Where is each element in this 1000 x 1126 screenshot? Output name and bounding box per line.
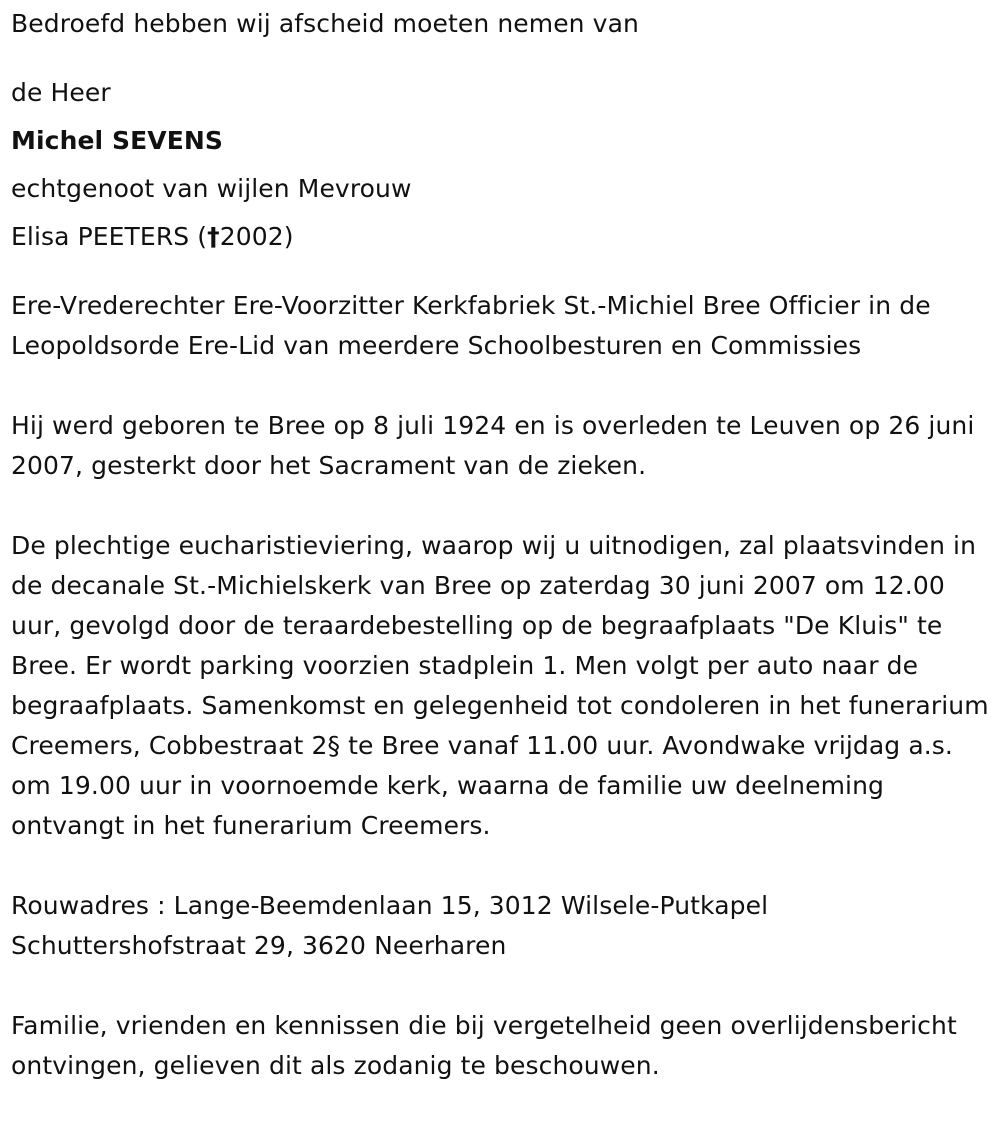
closing-text: Familie, vrienden en kennissen die bij vergetelheid geen overlijdensbericht ontvingen, gelieven dit als zodanig te beschouwen.	[11, 1011, 957, 1080]
intro-text: Bedroefd hebben wij afscheid moeten nemen van	[11, 9, 639, 38]
deceased-name: Michel SEVENS	[11, 126, 224, 155]
honorary-titles: Ere-Vrederechter Ere-Voorzitter Kerkfabriek St.-Michiel Bree Officier in de Leopoldsorde Ere-Lid van meerdere Schoolbesturen en Commissies	[11, 291, 931, 360]
spouse-line: echtgenoot van wijlen Mevrouw	[11, 174, 412, 203]
spacer	[11, 486, 1000, 526]
spacer	[11, 44, 1000, 69]
mourning-address-line2: Schuttershofstraat 29, 3620 Neerharen	[11, 931, 507, 960]
spacer	[11, 261, 1000, 286]
cross-icon: †	[207, 222, 220, 251]
ceremony-text: De plechtige eucharistieviering, waarop wij u uitnodigen, zal plaatsvinden in de decanale St.-Michielskerk van Bree op zaterdag 30 juni 2007 om 12.00 uur, gevolgd door de teraardebestelling op de begraafplaats "De Kluis" te Bree. Er wordt parking voorzien stadplein 1. Men volgt per auto naar de begraafplaats. Samenkomst en gelegenheid tot condoleren in het funerarium Creemers, Cobbestraat 2§ te Bree vanaf 11.00 uur. Avondwake vrijdag a.s. om 19.00 uur in voornoemde kerk, waarna de familie uw deelneming ontvangt in het funerarium Creemers.	[11, 531, 989, 840]
spouse-year: 2002)	[219, 222, 294, 251]
spacer	[11, 966, 1000, 1006]
spacer	[11, 846, 1000, 886]
spouse-name-text: Elisa PEETERS (	[11, 222, 208, 251]
salutation: de Heer	[11, 78, 111, 107]
spouse-name	[11, 213, 1000, 261]
mourning-address-line1: Rouwadres : Lange-Beemdenlaan 15, 3012 Wilsele-Putkapel	[11, 891, 769, 920]
spacer	[11, 366, 1000, 406]
birth-death-text: Hij werd geboren te Bree op 8 juli 1924 en is overleden te Leuven op 26 juni 2007, gesterkt door het Sacrament van de zieken.	[11, 411, 975, 480]
